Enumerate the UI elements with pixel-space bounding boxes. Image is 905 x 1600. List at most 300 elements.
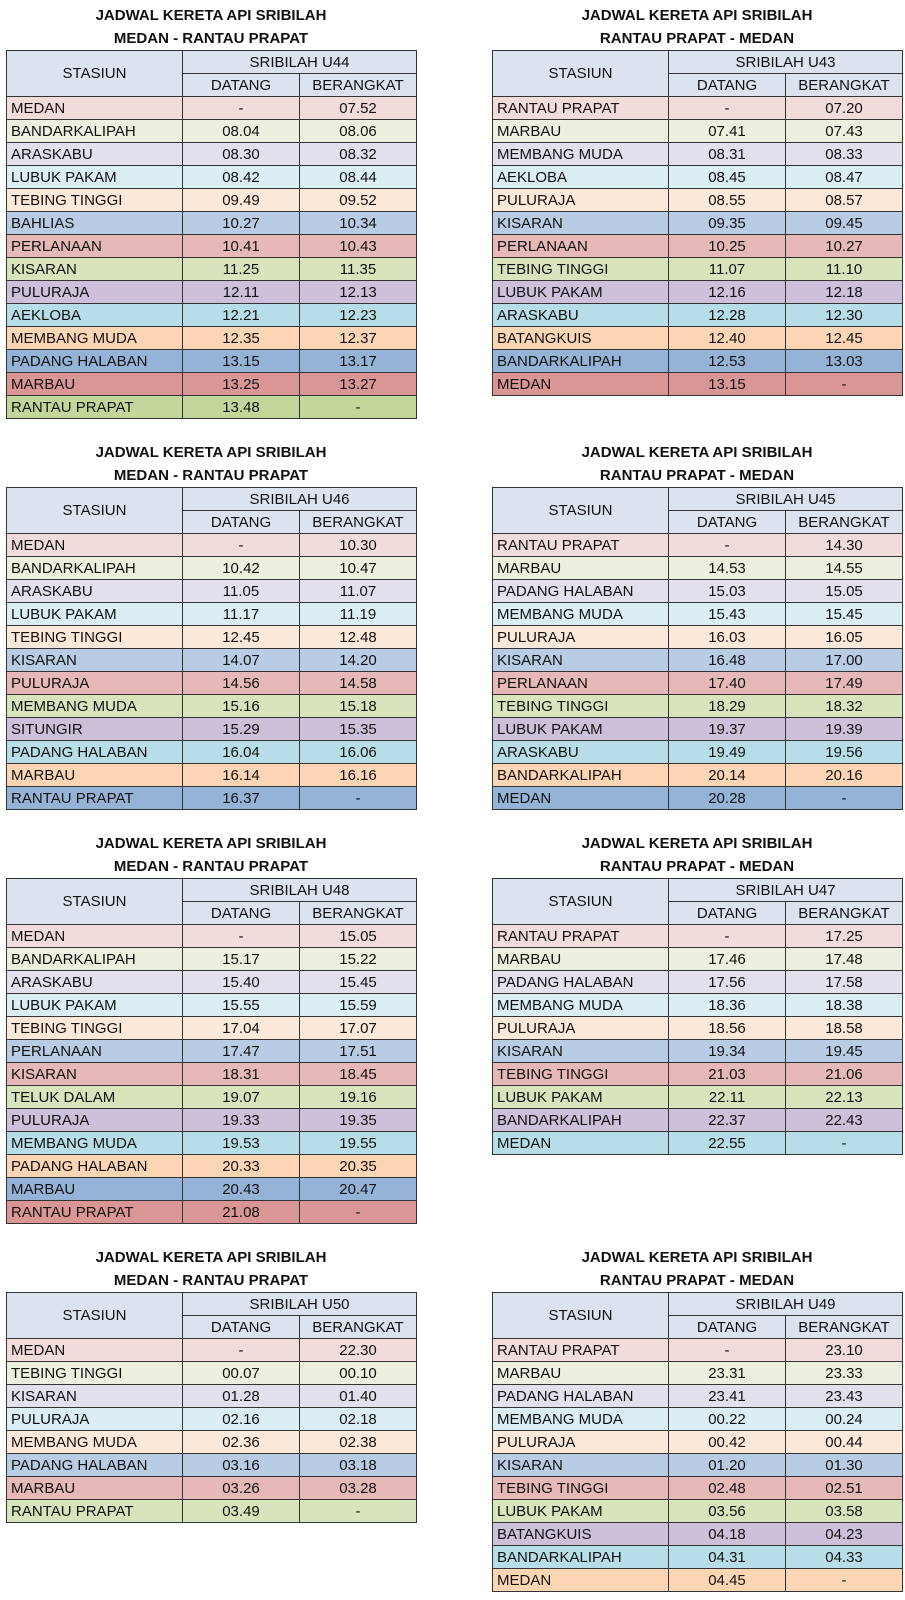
departure-time: 19.35 (300, 1109, 417, 1132)
header-train: SRIBILAH U47 (669, 879, 903, 902)
table-row (493, 1040, 903, 1063)
station-name: AEKLOBA (493, 166, 669, 189)
arrival-time: 16.03 (669, 626, 786, 649)
departure-time: 08.44 (300, 166, 417, 189)
departure-time: 10.27 (786, 235, 903, 258)
table-row (7, 557, 417, 580)
arrival-time: 19.53 (183, 1132, 300, 1155)
departure-time: 02.38 (300, 1431, 417, 1454)
arrival-time: - (669, 1339, 786, 1362)
departure-time: 20.35 (300, 1155, 417, 1178)
table-row (493, 695, 903, 718)
schedule-block (492, 1246, 902, 1592)
table-row (493, 1500, 903, 1523)
arrival-time: 16.04 (183, 741, 300, 764)
arrival-time: 15.17 (183, 948, 300, 971)
station-name: PERLANAAN (7, 1040, 183, 1063)
station-name: PULURAJA (493, 189, 669, 212)
departure-time: 00.10 (300, 1362, 417, 1385)
arrival-time: 18.29 (669, 695, 786, 718)
departure-time: 14.30 (786, 534, 903, 557)
station-name: MEDAN (493, 1569, 669, 1592)
departure-time: 15.22 (300, 948, 417, 971)
station-name: MEDAN (7, 925, 183, 948)
departure-time: 19.56 (786, 741, 903, 764)
station-name: ARASKABU (7, 143, 183, 166)
arrival-time: - (669, 97, 786, 120)
departure-time: 10.43 (300, 235, 417, 258)
table-row (493, 235, 903, 258)
schedule-table (6, 878, 417, 1224)
table-row (493, 971, 903, 994)
schedule-route: RANTAU PRAPAT - MEDAN (599, 467, 795, 484)
schedule-table (492, 50, 903, 396)
departure-time: 13.27 (300, 373, 417, 396)
arrival-time: 10.42 (183, 557, 300, 580)
arrival-time: 12.45 (183, 626, 300, 649)
arrival-time: 12.11 (183, 281, 300, 304)
header-train: SRIBILAH U50 (183, 1293, 417, 1316)
table-row (493, 120, 903, 143)
table-row (7, 971, 417, 994)
schedule-title: JADWAL KERETA API SRIBILAH (95, 444, 327, 461)
table-row (7, 787, 417, 810)
arrival-time: 12.53 (669, 350, 786, 373)
station-name: MEMBANG MUDA (7, 1132, 183, 1155)
departure-time: 11.10 (786, 258, 903, 281)
station-name: LUBUK PAKAM (493, 718, 669, 741)
departure-time: 12.37 (300, 327, 417, 350)
table-row (493, 212, 903, 235)
station-name: KISARAN (493, 212, 669, 235)
station-name: PERLANAAN (493, 672, 669, 695)
table-row (7, 1201, 417, 1224)
station-name: MEDAN (7, 534, 183, 557)
table-row (493, 580, 903, 603)
station-name: RANTAU PRAPAT (7, 396, 183, 419)
station-name: TEBING TINGGI (493, 258, 669, 281)
station-name: MEMBANG MUDA (7, 327, 183, 350)
station-name: KISARAN (493, 1040, 669, 1063)
station-name: PADANG HALABAN (7, 1155, 183, 1178)
station-name: TELUK DALAM (7, 1086, 183, 1109)
arrival-time: 12.28 (669, 304, 786, 327)
departure-time: 07.43 (786, 120, 903, 143)
table-row (493, 1063, 903, 1086)
station-name: PERLANAAN (493, 235, 669, 258)
departure-time: 11.19 (300, 603, 417, 626)
schedule-route: MEDAN - RANTAU PRAPAT (113, 858, 309, 875)
station-name: MARBAU (7, 1178, 183, 1201)
arrival-time: 09.35 (669, 212, 786, 235)
arrival-time: 17.47 (183, 1040, 300, 1063)
departure-time: 19.16 (300, 1086, 417, 1109)
station-name: MARBAU (7, 764, 183, 787)
departure-time: 09.45 (786, 212, 903, 235)
header-row (7, 879, 417, 902)
table-row (7, 764, 417, 787)
departure-time: 12.45 (786, 327, 903, 350)
arrival-time: 21.08 (183, 1201, 300, 1224)
table-row (7, 189, 417, 212)
departure-time: 17.00 (786, 649, 903, 672)
header-berangkat: BERANGKAT (786, 902, 903, 925)
schedule-title: JADWAL KERETA API SRIBILAH (581, 1249, 813, 1266)
departure-time: 11.35 (300, 258, 417, 281)
arrival-time: 15.55 (183, 994, 300, 1017)
station-name: BANDARKALIPAH (493, 764, 669, 787)
table-row (7, 1431, 417, 1454)
arrival-time: 15.16 (183, 695, 300, 718)
arrival-time: 14.07 (183, 649, 300, 672)
arrival-time: 11.07 (669, 258, 786, 281)
departure-time: 02.18 (300, 1408, 417, 1431)
station-name: MARBAU (493, 948, 669, 971)
table-row (7, 1500, 417, 1523)
table-row (493, 1477, 903, 1500)
departure-time: 13.03 (786, 350, 903, 373)
table-row (493, 1546, 903, 1569)
station-name: RANTAU PRAPAT (7, 1500, 183, 1523)
table-row (7, 1132, 417, 1155)
arrival-time: 22.37 (669, 1109, 786, 1132)
table-row (7, 97, 417, 120)
table-row (7, 396, 417, 419)
station-name: MARBAU (493, 557, 669, 580)
header-row (493, 51, 903, 74)
departure-time: 08.06 (300, 120, 417, 143)
table-row (7, 1155, 417, 1178)
departure-time: 22.43 (786, 1109, 903, 1132)
station-name: BANDARKALIPAH (493, 1109, 669, 1132)
departure-time: 22.30 (300, 1339, 417, 1362)
arrival-time: 19.07 (183, 1086, 300, 1109)
departure-time: 15.45 (786, 603, 903, 626)
station-name: MEDAN (493, 787, 669, 810)
station-name: PULURAJA (493, 1431, 669, 1454)
arrival-time: 10.25 (669, 235, 786, 258)
header-berangkat: BERANGKAT (786, 1316, 903, 1339)
arrival-time: 11.17 (183, 603, 300, 626)
departure-time: 10.34 (300, 212, 417, 235)
station-name: TEBING TINGGI (7, 1362, 183, 1385)
departure-time: 14.20 (300, 649, 417, 672)
arrival-time: 11.05 (183, 580, 300, 603)
table-row (493, 327, 903, 350)
departure-time: 16.05 (786, 626, 903, 649)
header-berangkat: BERANGKAT (300, 1316, 417, 1339)
departure-time: 22.13 (786, 1086, 903, 1109)
station-name: TEBING TINGGI (493, 1063, 669, 1086)
station-name: ARASKABU (493, 304, 669, 327)
table-row (493, 189, 903, 212)
schedule-title: JADWAL KERETA API SRIBILAH (95, 1249, 327, 1266)
arrival-time: - (183, 925, 300, 948)
arrival-time: 08.31 (669, 143, 786, 166)
table-row (493, 603, 903, 626)
station-name: PULURAJA (7, 281, 183, 304)
table-row (7, 1385, 417, 1408)
station-name: PERLANAAN (7, 235, 183, 258)
table-row (7, 741, 417, 764)
arrival-time: 03.49 (183, 1500, 300, 1523)
departure-time: 08.33 (786, 143, 903, 166)
arrival-time: 19.33 (183, 1109, 300, 1132)
station-name: KISARAN (7, 1385, 183, 1408)
arrival-time: 14.56 (183, 672, 300, 695)
header-datang: DATANG (183, 511, 300, 534)
departure-time: 07.52 (300, 97, 417, 120)
arrival-time: 00.42 (669, 1431, 786, 1454)
departure-time: 00.44 (786, 1431, 903, 1454)
arrival-time: 00.07 (183, 1362, 300, 1385)
station-name: MARBAU (493, 120, 669, 143)
header-row (7, 488, 417, 511)
departure-time: 08.32 (300, 143, 417, 166)
departure-time: 17.07 (300, 1017, 417, 1040)
table-row (7, 350, 417, 373)
station-name: RANTAU PRAPAT (7, 1201, 183, 1224)
arrival-time: 19.49 (669, 741, 786, 764)
arrival-time: 18.31 (183, 1063, 300, 1086)
table-row (493, 925, 903, 948)
station-name: BATANGKUIS (493, 327, 669, 350)
table-row (7, 212, 417, 235)
departure-time: 17.58 (786, 971, 903, 994)
station-name: BANDARKALIPAH (7, 557, 183, 580)
departure-time: - (786, 1569, 903, 1592)
table-row (493, 143, 903, 166)
header-stasiun: STASIUN (7, 488, 183, 534)
table-row (7, 327, 417, 350)
station-name: BANDARKALIPAH (493, 350, 669, 373)
schedule-block (492, 832, 902, 1155)
table-row (493, 97, 903, 120)
table-row (493, 1385, 903, 1408)
header-row (493, 879, 903, 902)
table-row (7, 626, 417, 649)
schedule-table (492, 487, 903, 810)
table-row (493, 1132, 903, 1155)
arrival-time: 04.31 (669, 1546, 786, 1569)
arrival-time: 14.53 (669, 557, 786, 580)
header-datang: DATANG (183, 1316, 300, 1339)
header-stasiun: STASIUN (7, 879, 183, 925)
header-berangkat: BERANGKAT (786, 511, 903, 534)
arrival-time: 12.16 (669, 281, 786, 304)
table-row (7, 373, 417, 396)
departure-time: - (786, 1132, 903, 1155)
arrival-time: 01.20 (669, 1454, 786, 1477)
schedule-title: JADWAL KERETA API SRIBILAH (581, 835, 813, 852)
station-name: SITUNGIR (7, 718, 183, 741)
arrival-time: 16.48 (669, 649, 786, 672)
arrival-time: 10.41 (183, 235, 300, 258)
departure-time: 12.48 (300, 626, 417, 649)
table-row (7, 672, 417, 695)
station-name: RANTAU PRAPAT (493, 97, 669, 120)
station-name: ARASKABU (493, 741, 669, 764)
header-stasiun: STASIUN (7, 51, 183, 97)
table-row (7, 1109, 417, 1132)
arrival-time: 08.45 (669, 166, 786, 189)
station-name: ARASKABU (7, 580, 183, 603)
departure-time: 01.30 (786, 1454, 903, 1477)
table-row (7, 1063, 417, 1086)
station-name: BANDARKALIPAH (7, 948, 183, 971)
table-row (7, 580, 417, 603)
arrival-time: - (183, 534, 300, 557)
schedule-table (492, 1292, 903, 1592)
station-name: PADANG HALABAN (7, 350, 183, 373)
arrival-time: 17.40 (669, 672, 786, 695)
table-row (493, 281, 903, 304)
header-stasiun: STASIUN (493, 488, 669, 534)
table-row (7, 1017, 417, 1040)
table-row (493, 764, 903, 787)
station-name: TEBING TINGGI (7, 626, 183, 649)
table-row (493, 649, 903, 672)
station-name: MARBAU (7, 373, 183, 396)
arrival-time: 02.48 (669, 1477, 786, 1500)
departure-time: 03.18 (300, 1454, 417, 1477)
arrival-time: 13.48 (183, 396, 300, 419)
departure-time: 12.23 (300, 304, 417, 327)
schedule-block (492, 4, 902, 396)
station-name: TEBING TINGGI (7, 1017, 183, 1040)
table-row (493, 1339, 903, 1362)
departure-time: - (786, 373, 903, 396)
departure-time: 17.25 (786, 925, 903, 948)
departure-time: - (300, 396, 417, 419)
table-row (493, 1362, 903, 1385)
station-name: PULURAJA (7, 1109, 183, 1132)
table-row (7, 235, 417, 258)
departure-time: 13.17 (300, 350, 417, 373)
station-name: TEBING TINGGI (7, 189, 183, 212)
header-berangkat: BERANGKAT (300, 74, 417, 97)
table-row (7, 925, 417, 948)
arrival-time: 08.04 (183, 120, 300, 143)
table-row (493, 1431, 903, 1454)
station-name: PADANG HALABAN (493, 580, 669, 603)
station-name: LUBUK PAKAM (493, 281, 669, 304)
schedule-title: JADWAL KERETA API SRIBILAH (95, 835, 327, 852)
departure-time: 09.52 (300, 189, 417, 212)
table-row (7, 1362, 417, 1385)
arrival-time: 23.31 (669, 1362, 786, 1385)
table-row (7, 1408, 417, 1431)
station-name: MARBAU (7, 1477, 183, 1500)
station-name: MEDAN (493, 1132, 669, 1155)
arrival-time: 15.29 (183, 718, 300, 741)
arrival-time: 07.41 (669, 120, 786, 143)
station-name: KISARAN (7, 1063, 183, 1086)
arrival-time: 17.04 (183, 1017, 300, 1040)
schedule-route: RANTAU PRAPAT - MEDAN (599, 858, 795, 875)
departure-time: 20.16 (786, 764, 903, 787)
schedule-route: MEDAN - RANTAU PRAPAT (113, 467, 309, 484)
arrival-time: 04.45 (669, 1569, 786, 1592)
station-name: MEDAN (7, 1339, 183, 1362)
arrival-time: 03.56 (669, 1500, 786, 1523)
departure-time: 08.57 (786, 189, 903, 212)
table-row (493, 557, 903, 580)
departure-time: 17.49 (786, 672, 903, 695)
departure-time: 12.13 (300, 281, 417, 304)
header-datang: DATANG (669, 902, 786, 925)
departure-time: 08.47 (786, 166, 903, 189)
arrival-time: 23.41 (669, 1385, 786, 1408)
station-name: BANDARKALIPAH (493, 1546, 669, 1569)
departure-time: - (786, 787, 903, 810)
header-datang: DATANG (669, 74, 786, 97)
departure-time: 02.51 (786, 1477, 903, 1500)
departure-time: 19.55 (300, 1132, 417, 1155)
table-row (493, 672, 903, 695)
table-row (493, 994, 903, 1017)
header-train: SRIBILAH U45 (669, 488, 903, 511)
station-name: KISARAN (7, 649, 183, 672)
arrival-time: 08.55 (669, 189, 786, 212)
arrival-time: 12.35 (183, 327, 300, 350)
header-berangkat: BERANGKAT (786, 74, 903, 97)
departure-time: 19.45 (786, 1040, 903, 1063)
header-stasiun: STASIUN (7, 1293, 183, 1339)
schedule-title: JADWAL KERETA API SRIBILAH (95, 7, 327, 24)
header-stasiun: STASIUN (493, 879, 669, 925)
arrival-time: 13.15 (669, 373, 786, 396)
table-row (7, 718, 417, 741)
arrival-time: 08.30 (183, 143, 300, 166)
table-row (493, 741, 903, 764)
station-name: MEMBANG MUDA (7, 1431, 183, 1454)
departure-time: - (300, 1201, 417, 1224)
arrival-time: - (183, 97, 300, 120)
table-row (493, 166, 903, 189)
arrival-time: 12.21 (183, 304, 300, 327)
table-row (493, 718, 903, 741)
departure-time: 15.59 (300, 994, 417, 1017)
arrival-time: 15.40 (183, 971, 300, 994)
table-row (7, 534, 417, 557)
departure-time: 15.05 (300, 925, 417, 948)
table-row (7, 143, 417, 166)
departure-time: 18.45 (300, 1063, 417, 1086)
arrival-time: 16.37 (183, 787, 300, 810)
departure-time: 17.48 (786, 948, 903, 971)
departure-time: 15.35 (300, 718, 417, 741)
table-row (493, 1454, 903, 1477)
station-name: PULURAJA (7, 1408, 183, 1431)
table-row (493, 373, 903, 396)
table-row (7, 166, 417, 189)
departure-time: 23.33 (786, 1362, 903, 1385)
schedule-route: MEDAN - RANTAU PRAPAT (113, 1272, 309, 1289)
station-name: RANTAU PRAPAT (493, 925, 669, 948)
table-row (7, 1477, 417, 1500)
station-name: LUBUK PAKAM (493, 1086, 669, 1109)
station-name: LUBUK PAKAM (493, 1500, 669, 1523)
departure-time: 23.10 (786, 1339, 903, 1362)
table-row (493, 626, 903, 649)
departure-time: 16.06 (300, 741, 417, 764)
departure-time: 12.30 (786, 304, 903, 327)
table-row (493, 1086, 903, 1109)
table-row (7, 304, 417, 327)
arrival-time: 15.03 (669, 580, 786, 603)
arrival-time: 20.14 (669, 764, 786, 787)
